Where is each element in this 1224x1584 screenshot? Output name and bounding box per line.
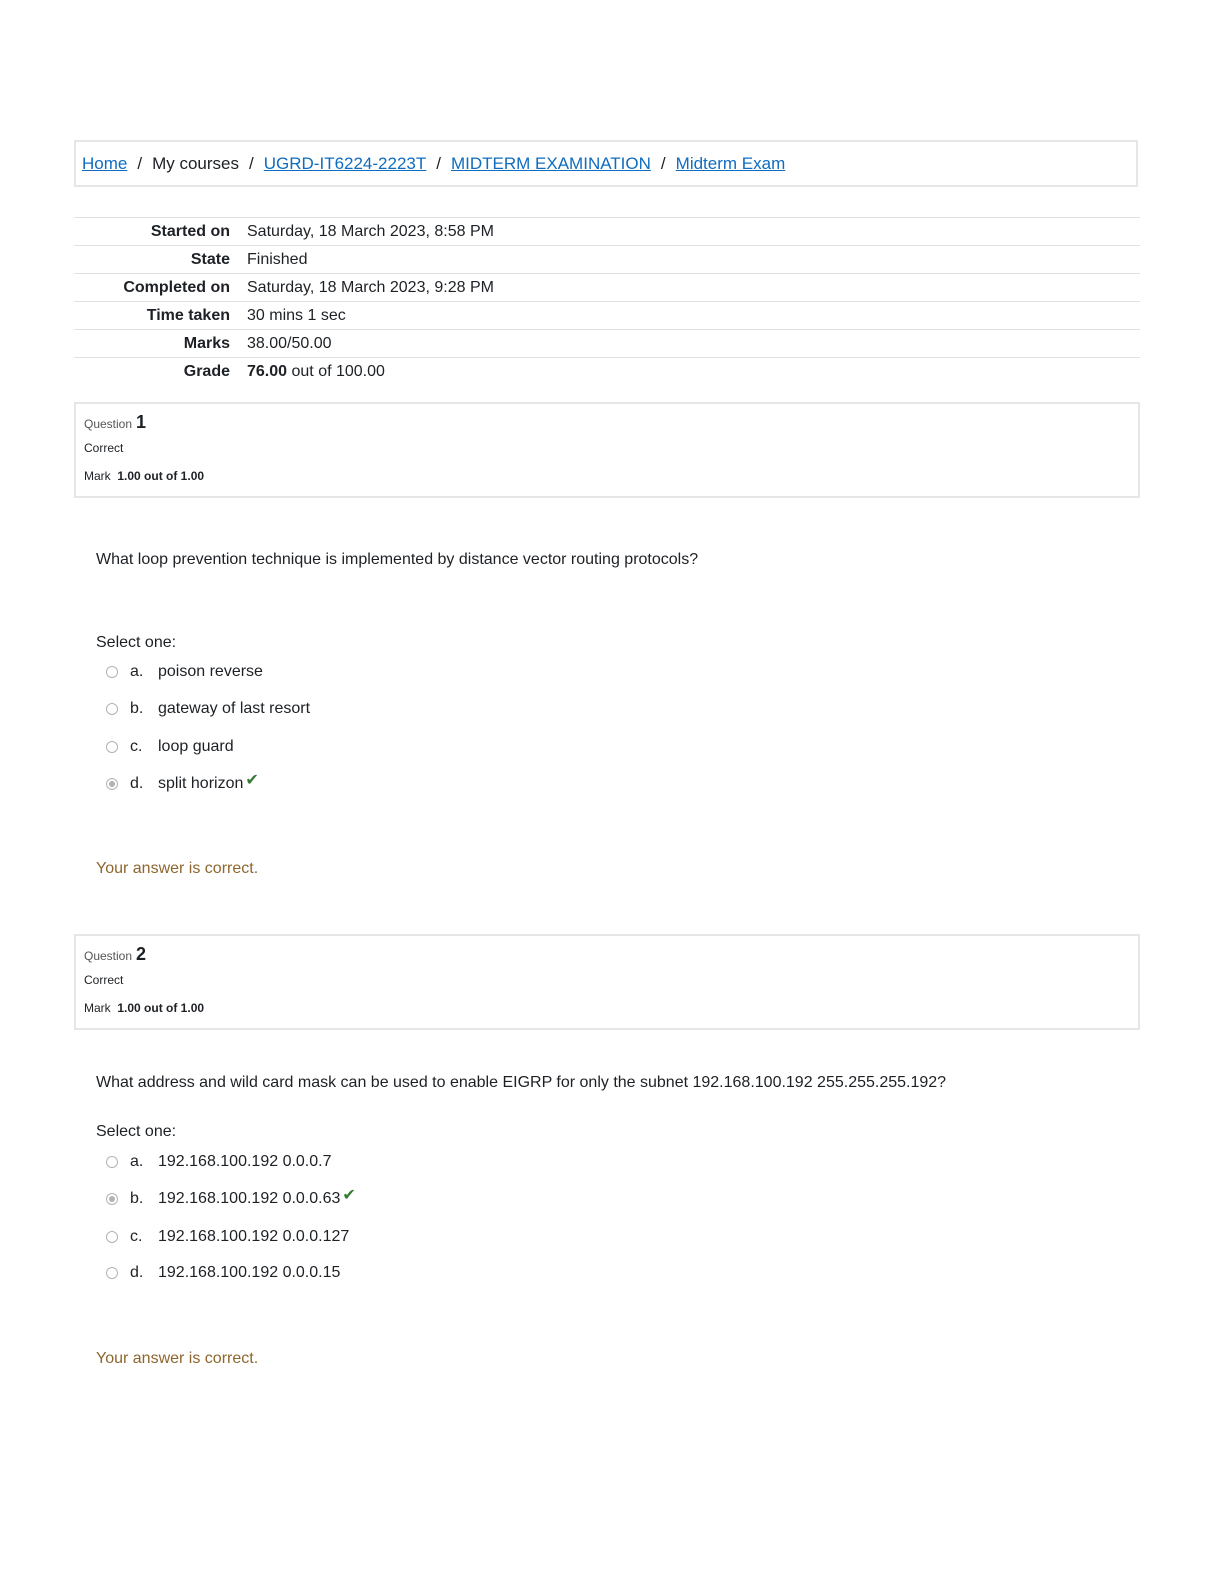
question-2-option-b[interactable]: [106, 1188, 356, 1210]
question-label: Question: [84, 949, 133, 963]
attempt-summary-table: [74, 217, 1140, 385]
breadcrumb-activity-link[interactable]: Midterm Exam: [675, 153, 786, 173]
completed-label: Completed on: [123, 278, 230, 296]
option-text: 192.168.100.192 0.0.0.63: [158, 1190, 341, 1207]
breadcrumb-home-link[interactable]: Home: [82, 153, 128, 173]
state-label: State: [190, 250, 230, 268]
question-1-option-d[interactable]: [106, 773, 259, 795]
breadcrumb: [74, 140, 1138, 187]
summary-row-marks: [74, 329, 1140, 357]
option-text: poison reverse: [158, 663, 263, 680]
option-text: 192.168.100.192 0.0.0.15: [158, 1264, 341, 1281]
question-2-option-a[interactable]: [106, 1151, 332, 1173]
time-taken-label: Time taken: [146, 306, 230, 324]
question-grade: [84, 1001, 1138, 1015]
grade-score: 76.00: [247, 362, 288, 380]
breadcrumb-separator: /: [436, 153, 441, 173]
question-2-option-c[interactable]: [106, 1226, 349, 1248]
option-letter: d.: [130, 775, 144, 792]
option-text: 192.168.100.192 0.0.0.7: [158, 1153, 332, 1170]
question-2-prompt: Select one:: [96, 1123, 177, 1140]
option-letter: c.: [130, 738, 143, 755]
breadcrumb-section-link[interactable]: MIDTERM EXAMINATION: [451, 153, 651, 173]
radio-button[interactable]: [106, 666, 118, 678]
radio-button[interactable]: [106, 1156, 118, 1168]
radio-button-selected[interactable]: [106, 778, 118, 790]
question-number: [84, 412, 1138, 433]
breadcrumb-separator: /: [660, 153, 666, 173]
mark-label: Mark: [84, 469, 111, 483]
option-letter: a.: [130, 1153, 144, 1170]
radio-button[interactable]: [106, 1267, 118, 1279]
question-number-value: 1: [136, 412, 147, 432]
check-icon: ✔: [342, 1187, 356, 1204]
question-grade: [84, 469, 1138, 483]
time-taken-value: 30 mins 1 sec: [247, 306, 346, 324]
breadcrumb-separator: /: [137, 153, 143, 173]
question-number-value: 2: [136, 944, 147, 964]
mark-value: 1.00 out of 1.00: [117, 1001, 205, 1015]
summary-row-completed: [74, 273, 1140, 301]
summary-row-state: [74, 245, 1140, 273]
question-2-option-d[interactable]: [106, 1262, 340, 1284]
mark-value: 1.00 out of 1.00: [117, 469, 205, 483]
completed-value: Saturday, 18 March 2023, 9:28 PM: [247, 278, 494, 296]
breadcrumb-my-courses: My courses: [152, 153, 240, 173]
option-text: 192.168.100.192 0.0.0.127: [158, 1228, 350, 1245]
question-label: Question: [84, 417, 133, 431]
question-1-option-b[interactable]: [106, 698, 310, 720]
started-label: Started on: [150, 222, 230, 240]
option-letter: b.: [130, 700, 144, 717]
mark-label: Mark: [84, 1001, 111, 1015]
summary-row-started: [74, 217, 1140, 245]
question-1-prompt: Select one:: [96, 634, 177, 651]
option-letter: d.: [130, 1264, 144, 1281]
grade-value: [247, 363, 1140, 381]
option-text: gateway of last resort: [158, 700, 311, 717]
radio-button[interactable]: [106, 1231, 118, 1243]
check-icon: ✔: [245, 772, 259, 789]
grade-out-of: out of 100.00: [291, 362, 385, 380]
breadcrumb-course-link[interactable]: UGRD-IT6224-2223T: [263, 153, 427, 173]
question-number: [84, 944, 1138, 965]
option-letter: a.: [130, 663, 144, 680]
state-value: Finished: [247, 250, 308, 268]
summary-row-time-taken: [74, 301, 1140, 329]
grade-label: Grade: [183, 362, 230, 380]
question-state: Correct: [84, 441, 124, 455]
option-text: split horizon: [158, 775, 244, 792]
option-letter: b.: [130, 1190, 144, 1207]
radio-button[interactable]: [106, 741, 118, 753]
question-1-option-c[interactable]: [106, 736, 234, 758]
question-1-feedback: Your answer is correct.: [96, 860, 259, 877]
summary-row-grade: [74, 357, 1140, 385]
marks-value: 38.00/50.00: [247, 334, 332, 352]
option-text: loop guard: [158, 738, 234, 755]
question-1-text: What loop prevention technique is implemented by distance vector routing protocols?: [96, 551, 699, 568]
marks-label: Marks: [183, 334, 230, 352]
radio-button-selected[interactable]: [106, 1193, 118, 1205]
question-1-option-a[interactable]: [106, 661, 263, 683]
radio-button[interactable]: [106, 703, 118, 715]
question-state: Correct: [84, 973, 124, 987]
question-2-info: [74, 934, 1140, 1030]
breadcrumb-separator: /: [249, 153, 254, 173]
option-letter: c.: [130, 1228, 143, 1245]
question-2-text: What address and wild card mask can be used to enable EIGRP for only the subnet 192.168.100.192 255.255.255.192?: [96, 1074, 947, 1091]
started-value: Saturday, 18 March 2023, 8:58 PM: [247, 222, 494, 240]
question-1-info: [74, 402, 1140, 498]
question-2-feedback: Your answer is correct.: [96, 1350, 259, 1367]
